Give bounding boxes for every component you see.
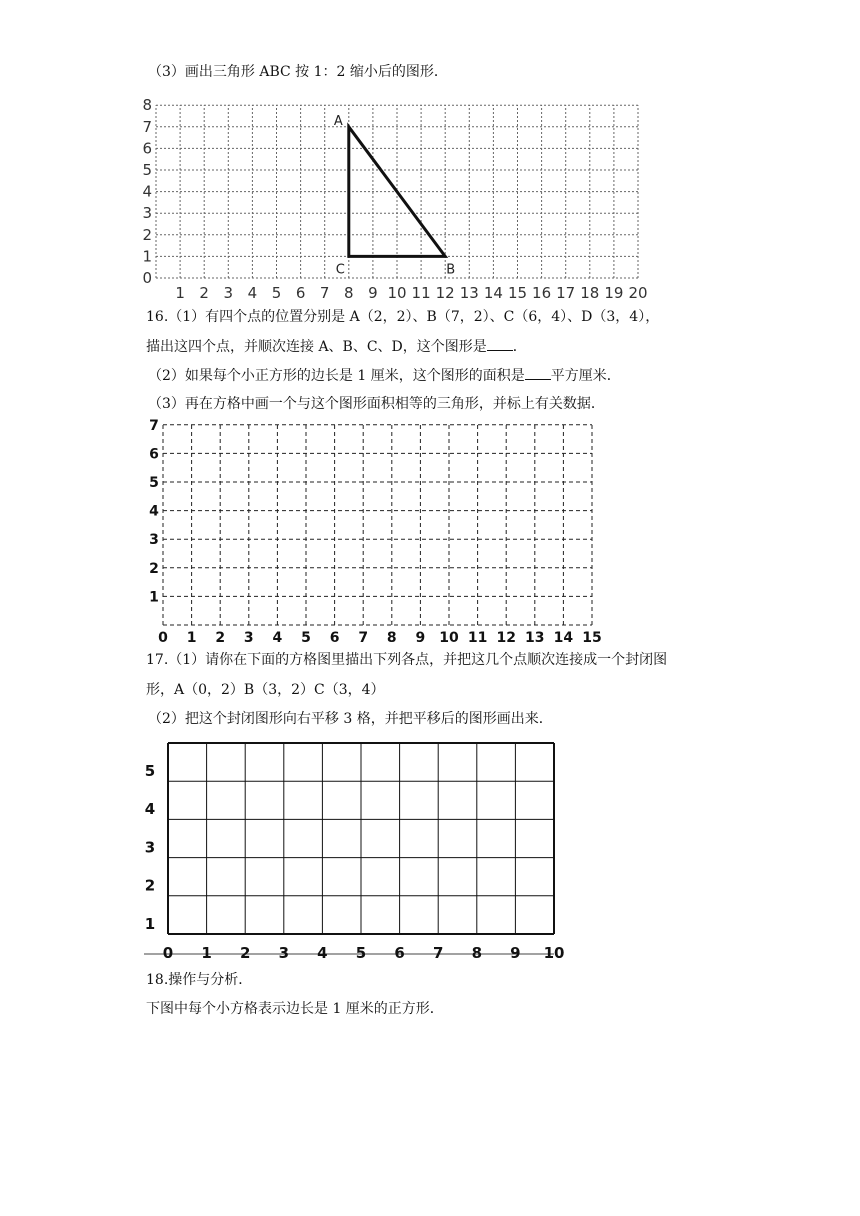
x-tick-label: 6 (329, 630, 340, 646)
x-tick-label: 15 (582, 630, 602, 646)
x-tick-label: 4 (317, 944, 328, 962)
x-tick-label: 19 (604, 284, 624, 302)
x-tick-label: 15 (507, 284, 528, 302)
x-tick-label: 5 (355, 944, 367, 962)
x-tick-label: 5 (271, 284, 282, 302)
x-tick-label: 4 (272, 630, 283, 646)
x-tick-label: 3 (223, 284, 234, 302)
x-tick-label: 9 (368, 284, 378, 302)
q16-part2-end: 平方厘米． (550, 368, 621, 384)
q16-part1-end: ． (512, 339, 527, 355)
y-tick-label: 5 (142, 161, 152, 179)
x-tick-label: 0 (162, 944, 174, 962)
q16-shape-answer-blank[interactable] (487, 336, 513, 351)
x-tick-label: 9 (510, 944, 521, 962)
y-tick-label: 2 (149, 560, 159, 577)
q17-coordinate-grid (140, 734, 580, 964)
x-tick-label: 1 (201, 944, 212, 962)
vertex-a-label: A (333, 113, 343, 129)
x-tick-label: 9 (415, 630, 426, 646)
y-tick-label: 4 (144, 800, 156, 819)
x-tick-label: 2 (215, 630, 226, 646)
q16-area-answer-blank[interactable] (525, 365, 551, 380)
vertex-b-label: B (446, 262, 456, 278)
x-tick-label: 7 (432, 944, 444, 962)
x-tick-label: 18 (580, 284, 600, 302)
y-tick-label: 7 (149, 417, 159, 434)
x-tick-label: 2 (239, 944, 251, 962)
q16-part1-question (146, 336, 527, 357)
x-tick-label: 10 (387, 284, 407, 302)
y-tick-label: 4 (142, 182, 152, 201)
q18-description: 下图中每个小方格表示边长是 1 厘米的正方形． (146, 1001, 444, 1017)
y-tick-label: 7 (142, 117, 152, 136)
x-tick-label: 12 (435, 284, 455, 302)
y-tick-label: 3 (144, 838, 156, 857)
q18-title: 18.操作与分析． (146, 972, 253, 988)
q15-part3-text: （3）画出三角形 ABC 按 1：2 缩小后的图形． (148, 64, 448, 80)
q16-part2-question (148, 365, 621, 386)
y-tick-label: 2 (142, 225, 152, 244)
x-tick-label: 6 (394, 944, 405, 962)
y-tick-label: 2 (144, 876, 156, 895)
q16-part1-text: 16.（1）有四个点的位置分别是 A（2，2）、B（7，2）、C（6，4）、D（3，4）， (146, 309, 660, 325)
x-tick-label: 8 (386, 630, 397, 646)
x-tick-label: 10 (543, 944, 565, 962)
y-tick-label: 1 (142, 247, 152, 266)
q15-coordinate-grid (140, 92, 660, 307)
x-tick-label: 2 (199, 284, 209, 302)
y-tick-label: 1 (149, 589, 159, 606)
y-tick-label: 6 (149, 446, 159, 463)
y-tick-label: 6 (142, 139, 152, 158)
x-tick-label: 8 (471, 944, 483, 962)
y-tick-label: 3 (149, 532, 159, 549)
q17-part2-text: （2）把这个封闭图形向右平移 3 格，并把平移后的图形画出来． (148, 711, 553, 727)
q17-points-text: 形，A（0，2）B（3，2）C（3，4） (146, 682, 385, 698)
q16-part2-prompt: （2）如果每个小正方形的边长是 1 厘米，这个图形的面积是 (148, 368, 525, 384)
y-tick-label: 5 (144, 762, 156, 780)
x-tick-label: 13 (459, 284, 479, 302)
x-tick-label: 3 (243, 630, 254, 646)
q16-part1-prompt: 描出这四个点，并顺次连接 A、B、C、D，这个图形是 (146, 339, 487, 355)
x-tick-label: 7 (319, 284, 330, 302)
x-tick-label: 12 (496, 630, 516, 646)
y-tick-label: 5 (149, 475, 159, 491)
x-tick-label: 3 (278, 944, 290, 962)
y-tick-label: 0 (142, 269, 152, 287)
x-tick-label: 11 (411, 284, 431, 302)
x-tick-label: 5 (301, 630, 311, 646)
vertex-c-label: C (335, 262, 345, 278)
q17-part1-text: 17.（1）请你在下面的方格图里描出下列各点，并把这几个点顺次连接成一个封闭图 (146, 652, 668, 668)
x-tick-label: 14 (483, 284, 503, 302)
x-tick-label: 1 (175, 284, 185, 302)
y-tick-label: 3 (142, 204, 152, 223)
x-tick-label: 11 (467, 630, 488, 646)
q16-coordinate-grid (140, 417, 610, 646)
x-tick-label: 4 (247, 284, 258, 302)
x-tick-label: 8 (344, 284, 354, 302)
x-tick-label: 14 (553, 630, 574, 646)
x-tick-label: 7 (358, 630, 369, 646)
x-tick-label: 20 (628, 284, 648, 302)
x-tick-label: 10 (439, 630, 459, 646)
x-tick-label: 6 (295, 284, 306, 302)
q16-part3-text: （3）再在方格中画一个与这个图形面积相等的三角形，并标上有关数据． (148, 396, 605, 412)
y-tick-label: 4 (149, 503, 159, 520)
x-tick-label: 13 (525, 630, 545, 646)
x-tick-label: 0 (158, 630, 168, 646)
x-tick-label: 1 (186, 630, 197, 646)
y-tick-label: 8 (142, 96, 152, 115)
x-tick-label: 16 (532, 284, 552, 302)
x-tick-label: 17 (556, 284, 576, 302)
y-tick-label: 1 (144, 914, 156, 933)
